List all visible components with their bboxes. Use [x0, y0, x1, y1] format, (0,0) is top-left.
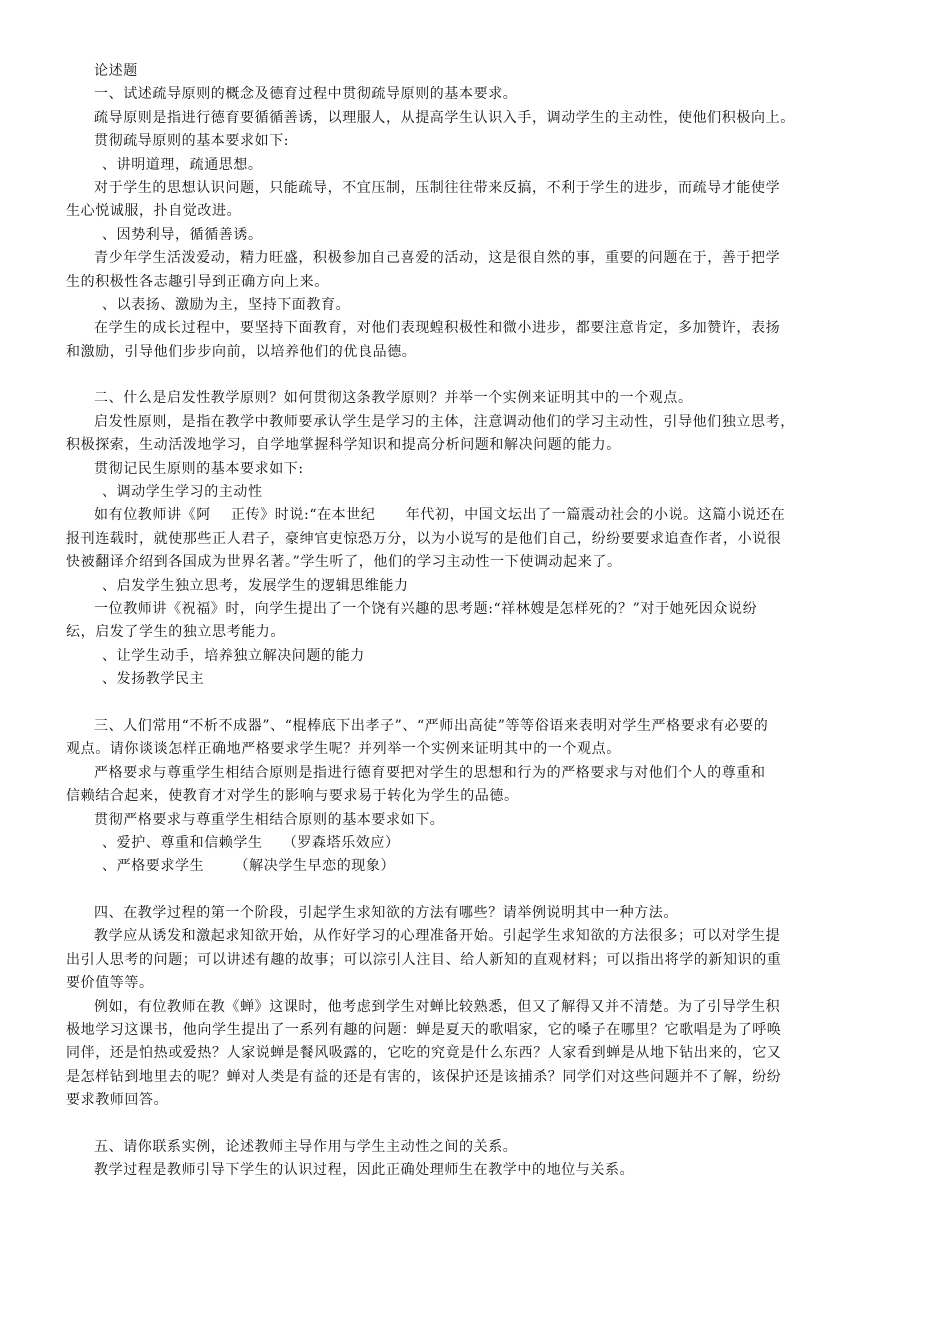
section-gap: [66, 1113, 886, 1136]
q1-item-2-text-cont: 生的积极性各志趣引导到正确方向上来。: [66, 273, 329, 290]
q4-example: 例如，有位教师在教《蝉》这课时，他考虑到学生对蝉比较熟悉，但又了解得又并不清楚。为了引导学生积: [94, 998, 781, 1015]
question-4-title: 四、在教学过程的第一个阶段，引起学生求知欲的方法有哪些？请举例说明其中一种方法。: [94, 905, 678, 922]
q2-item-4: 、发扬教学民主: [102, 671, 205, 688]
q3-definition-cont: 信赖结合起来，使教育才对学生的影响与要求易于转化为学生的品德。: [66, 788, 519, 805]
q2-item-3: 、让学生动手，培养独立解决问题的能力: [102, 647, 365, 664]
q1-definition: 疏导原则是指进行德育要循循善诱，以理服人，从提高学生认识入手，调动学生的主动性，使他们积极向上。: [94, 109, 795, 126]
q2-intro: 贯彻记民生原则的基本要求如下:: [94, 460, 304, 477]
q3-item-1: 、爱护、尊重和信赖学生 （罗森塔乐效应）: [102, 834, 400, 851]
q2-item-1: 、调动学生学习的主动性: [102, 484, 263, 501]
section-gap: [66, 879, 886, 902]
section-gap: [66, 364, 886, 387]
q1-item-3-text-cont: 和激励，引导他们步步向前，以培养他们的优良品德。: [66, 343, 417, 360]
question-3-title: 三、人们常用“不析不成器”、“棍棒底下出孝子”、“严师出高徒”等等俗语来表明对学生严格要求有必要的: [94, 717, 769, 734]
q1-item-3-text: 在学生的成长过程中，要坚持下面教育，对他们表现蝗积极性和微小进步，都要注意肯定，多加赞许，表扬: [94, 320, 781, 337]
document-title: 论述题: [94, 63, 138, 79]
q4-example-cont-3: 是怎样钻到地里去的呢？蝉对人类是有益的还是有害的，该保护还是该捕杀？同学们对这些问题并不了解，纷纷: [66, 1068, 782, 1085]
q2-item-1-text-cont-2: 快被翻译介绍到各国成为世界名著。”学生听了，他们的学习主动性一下使调动起来了。: [66, 554, 622, 571]
q1-item-2-text: 青少年学生活泼爱动，精力旺盛，积极参加自己喜爱的活动，这是很自然的事，重要的问题在于，善于把学: [94, 250, 781, 267]
q2-item-2-text-cont: 纭，启发了学生的独立思考能力。: [66, 624, 285, 641]
q2-item-2: 、启发学生独立思考，发展学生的逻辑思维能力: [102, 577, 409, 594]
q1-item-1-text-cont: 生心悦诚服，扑自觉改进。: [66, 203, 242, 220]
q3-intro: 贯彻严格要求与尊重学生相结合原则的基本要求如下。: [94, 811, 445, 828]
document-page: [66, 60, 886, 1183]
q1-item-1-text: 对于学生的思想认识问题，只能疏导，不宜压制，压制往往带来反搞，不利于学生的进步，而疏导才能使学: [94, 179, 781, 196]
q2-item-1-text: 如有位教师讲《阿 正传》时说:“在本世纪 年代初，中国文坛出了一篇震动社会的小说。这篇小说还在: [94, 507, 786, 524]
q4-example-cont-2: 同伴，还是怕热或爱热？人家说蝉是餐风吸露的，它吃的究竟是什么东西？人家看到蝉是从地下钻出来的，它又: [66, 1045, 782, 1062]
q1-item-3: 、以表扬、激励为主，坚持下面教育。: [102, 296, 351, 313]
q2-item-1-text-cont: 报刊连载时，就使那些正人君子，豪绅官吏惊恐万分，以为小说写的是他们自己，纷纷要要求追查作者，小说很: [66, 530, 782, 547]
q4-example-cont-4: 要求教师回答。: [66, 1092, 169, 1109]
q3-item-2: 、严格要求学生 （解决学生早恋的现象）: [102, 858, 396, 875]
q2-definition: 启发性原则，是指在教学中教师要承认学生是学习的主体，注意调动他们的学习主动性，引导他们独立思考，: [94, 413, 795, 430]
q1-item-1: 、讲明道理，疏通思想。: [102, 156, 263, 173]
q4-text-cont-2: 要价值等等。: [66, 975, 154, 992]
q1-item-2: 、因势利导，循循善诱。: [102, 226, 263, 243]
q4-text: 教学应从诱发和激起求知欲开始，从作好学习的心理准备开始。引起学生求知欲的方法很多；可以对学生提: [94, 928, 781, 945]
section-gap: [66, 692, 886, 715]
q2-definition-cont: 积极探索，生动活泼地学习，自学地掌握科学知识和提高分析问题和解决问题的能力。: [66, 437, 621, 454]
question-3-title-cont: 观点。请你谈谈怎样正确地严格要求学生呢？并列举一个实例来证明其中的一个观点。: [66, 741, 621, 758]
q3-definition: 严格要求与尊重学生相结合原则是指进行德育要把对学生的思想和行为的严格要求与对他们个人的尊重和: [94, 764, 766, 781]
question-5-title: 五、请你联系实例，论述教师主导作用与学生主动性之间的关系。: [94, 1138, 518, 1155]
q5-text: 教学过程是教师引导下学生的认识过程，因此正确处理师生在教学中的地位与关系。: [94, 1162, 635, 1179]
q2-item-2-text: 一位教师讲《祝福》时，向学生提出了一个饶有兴趣的思考题:“祥林嫂是怎样死的？”对于她死因众说纷: [94, 600, 758, 617]
question-2-title: 二、什么是启发性教学原则？如何贯彻这条教学原则？并举一个实例来证明其中的一个观点。: [94, 390, 693, 407]
q1-intro: 贯彻疏导原则的基本要求如下:: [94, 133, 290, 150]
question-1-title: 一、试述疏导原则的概念及德育过程中贯彻疏导原则的基本要求。: [94, 86, 518, 103]
q4-text-cont: 出引人思考的问题；可以讲述有趣的故事；可以淙引人注目、给人新知的直观材料；可以指出将学的新知识的重: [66, 951, 782, 968]
q4-example-cont: 极地学习这课书，他向学生提出了一系列有趣的问题：蝉是夏天的歌唱家，它的嗓子在哪里？它歌唱是为了呼唤: [66, 1022, 782, 1039]
